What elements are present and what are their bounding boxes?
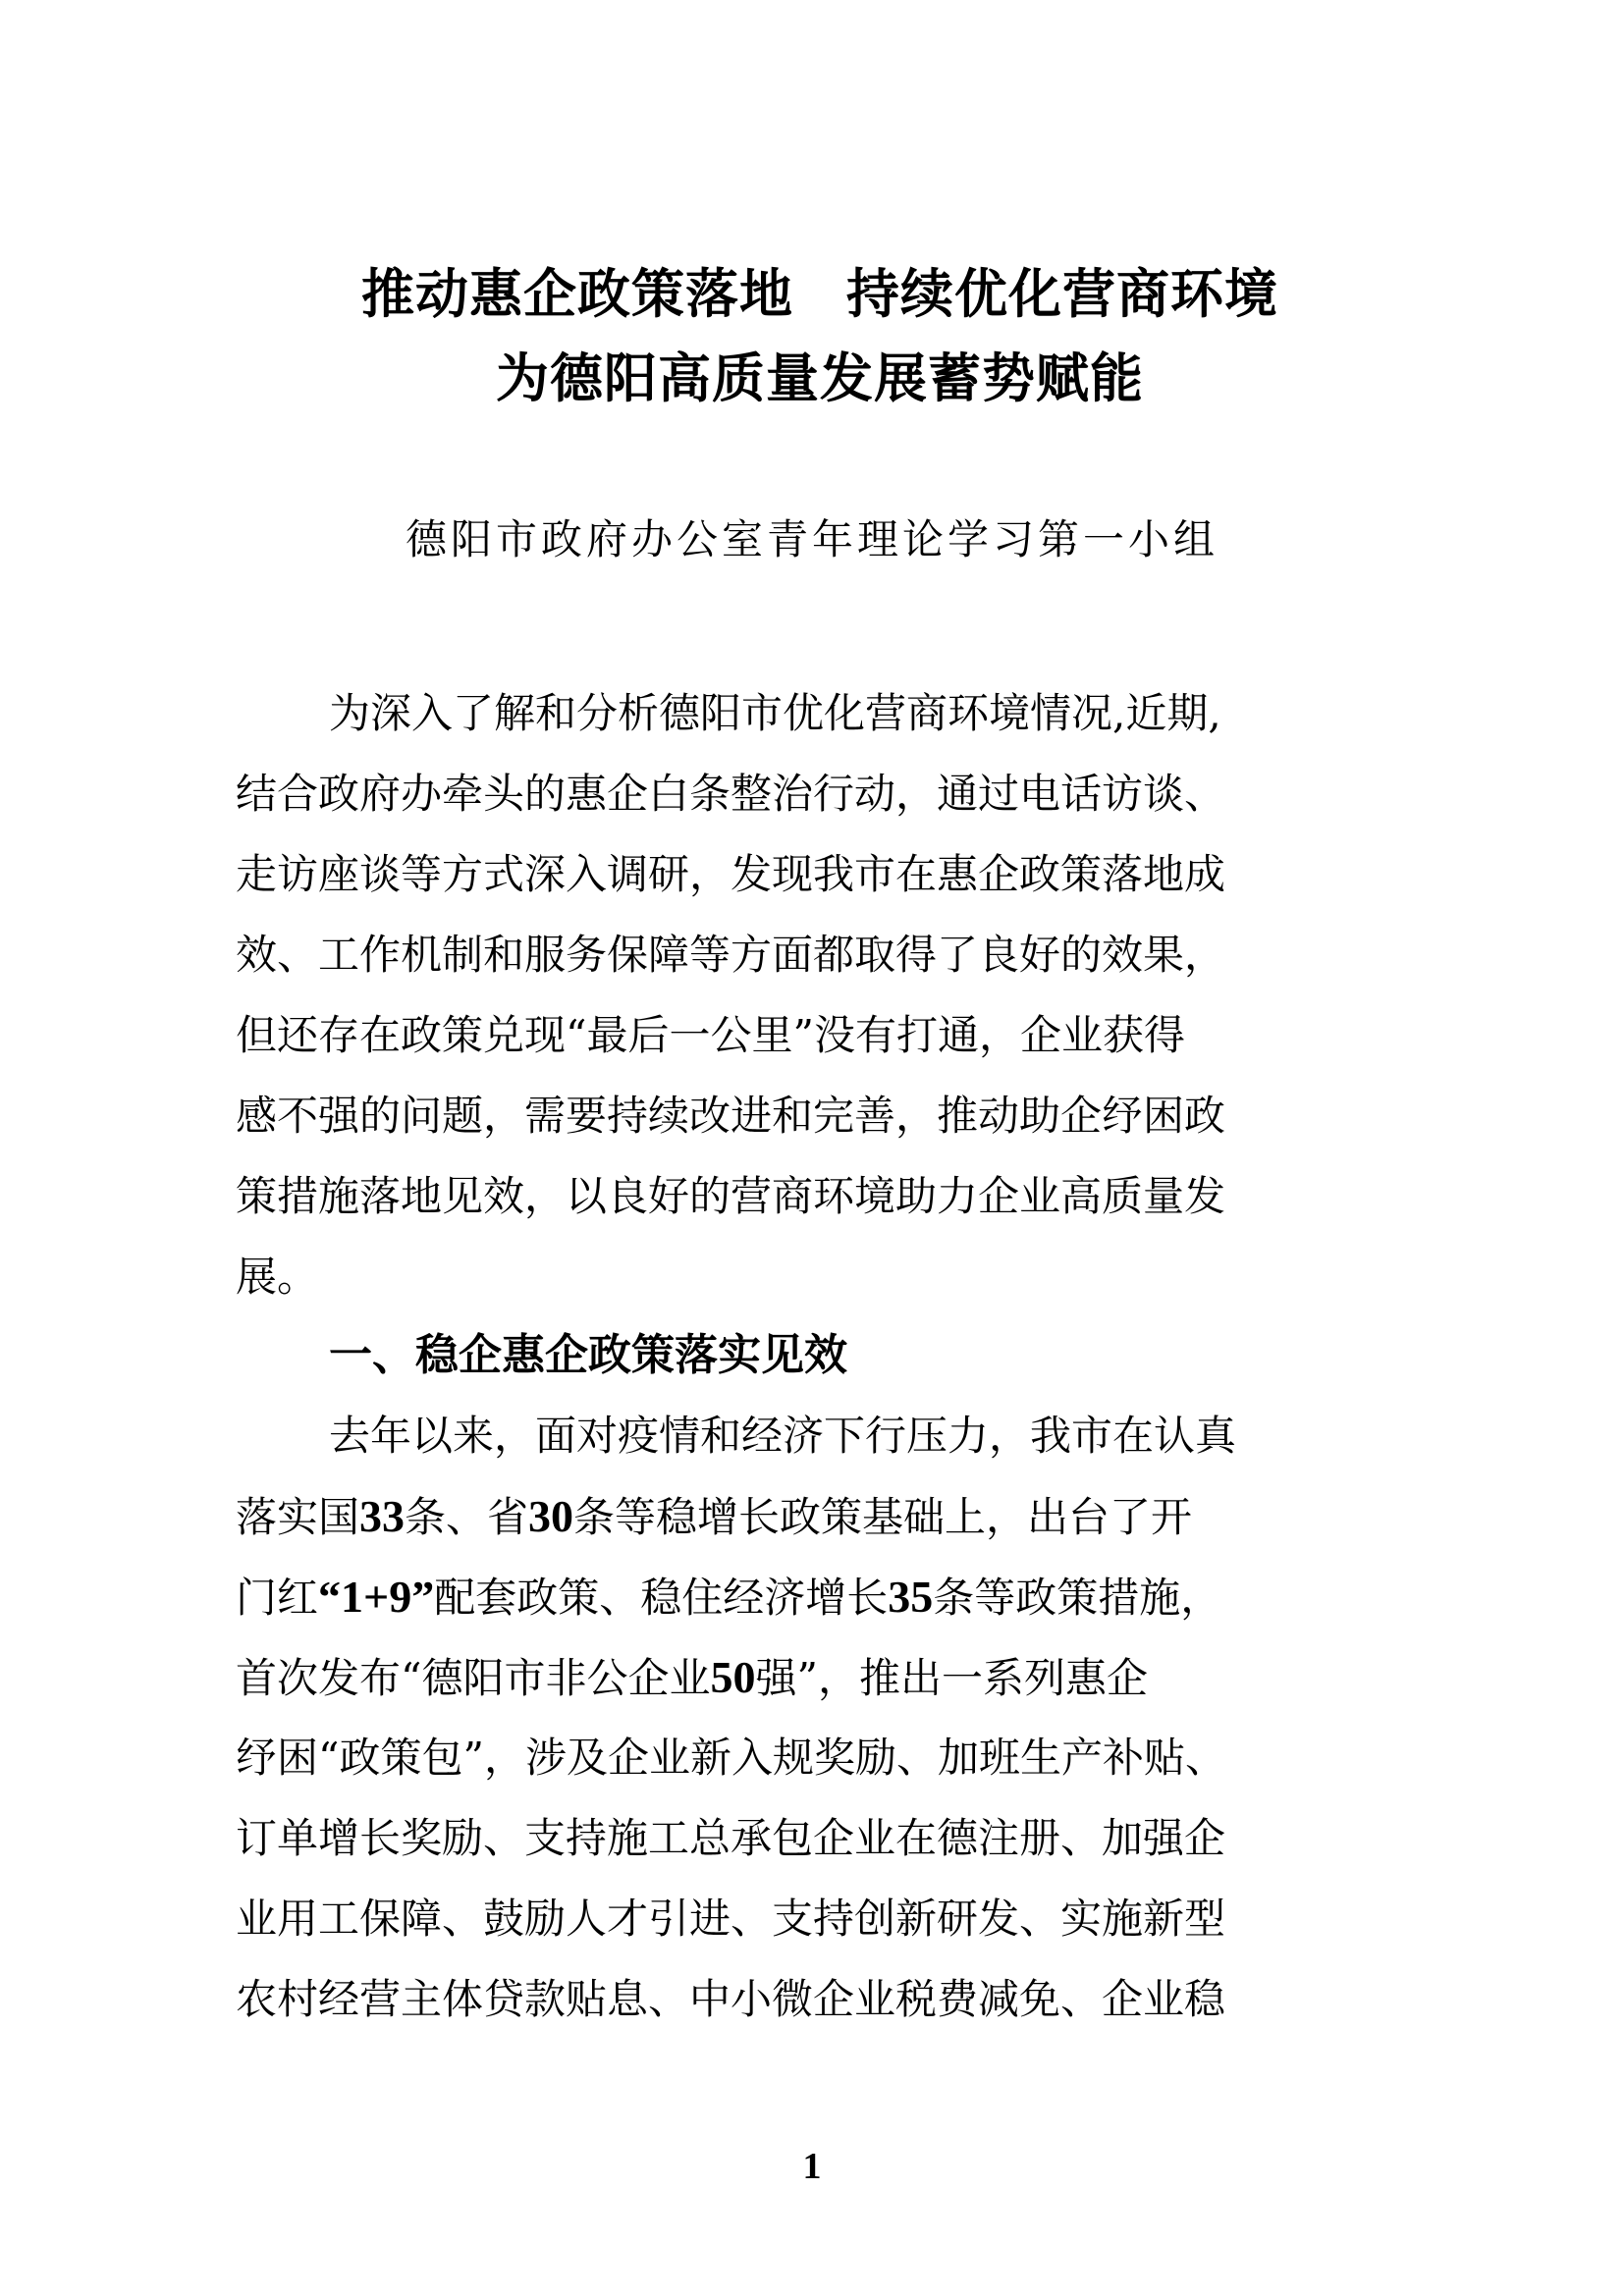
paragraph-line: 但还存在政策兑现“最后一公里”没有打通，企业获得: [236, 1011, 1185, 1059]
text-segment: 条、省: [405, 1493, 529, 1541]
text-segment: 首次发布“德阳市非公企业: [236, 1654, 711, 1702]
paragraph-line: [236, 1637, 1404, 1718]
text-segment: 门红: [236, 1574, 319, 1622]
text-segment: 条等稳增长政策基础上，出台了开: [573, 1493, 1193, 1541]
title-part-1: 推动惠企政策落地: [361, 263, 793, 325]
paragraph-line: 展。: [236, 1253, 319, 1301]
text-segment: 落实国: [236, 1493, 360, 1541]
paragraph-section-1: [236, 1396, 1404, 2040]
paragraph-line: 策措施落地见效，以良好的营商环境助力企业高质量发: [236, 1172, 1226, 1220]
paragraph-intro: [236, 673, 1404, 1317]
number-1-plus-9: “1+9”: [318, 1572, 435, 1622]
paragraph-line: 业用工保障、鼓励人才引进、支持创新研发、实施新型: [236, 1895, 1226, 1943]
text-segment: 强”，推出一系列惠企: [755, 1654, 1148, 1702]
paragraph-line: 感不强的问题，需要持续改进和完善，推动助企纾困政: [236, 1092, 1226, 1140]
paragraph-line: 去年以来，面对疫情和经济下行压力，我市在认真: [329, 1412, 1237, 1460]
title-part-2: 持续优化营商环境: [846, 263, 1278, 325]
paragraph-line: 纾困“政策包”，涉及企业新入规奖励、加班生产补贴、: [236, 1734, 1226, 1782]
document-title-line-2: 为德阳高质量发展蓄势赋能: [496, 347, 1144, 409]
paragraph-line: 订单增长奖励、支持施工总承包企业在德注册、加强企: [236, 1814, 1226, 1862]
number-50: 50: [710, 1652, 756, 1702]
number-35: 35: [888, 1572, 934, 1622]
paragraph-line: 农村经营主体贷款贴息、中小微企业税费减免、企业稳: [236, 1975, 1226, 2023]
paragraph-line: 结合政府办牵头的惠企白条整治行动，通过电话访谈、: [236, 770, 1226, 818]
number-30: 30: [528, 1491, 574, 1541]
text-segment: 条等政策措施，: [933, 1574, 1222, 1622]
document-title-line-1: [8, 259, 1624, 330]
paragraph-line: [236, 1476, 1404, 1557]
paragraph-line: [236, 1557, 1404, 1637]
paragraph-line: 走访座谈等方式深入调研，发现我市在惠企政策落地成: [236, 850, 1226, 898]
section-heading-1: 一、稳企惠企政策落实见效: [329, 1330, 847, 1380]
paragraph-line: 为深入了解和分析德阳市优化营商环境情况,近期,: [329, 689, 1221, 737]
paragraph-line: 效、工作机制和服务保障等方面都取得了良好的效果，: [236, 931, 1226, 979]
text-segment: 配套政策、稳住经济增长: [434, 1574, 889, 1622]
number-33: 33: [359, 1491, 406, 1541]
document-author: 德阳市政府办公室青年理论学习第一小组: [405, 515, 1218, 563]
page-number: 1: [802, 2146, 822, 2187]
